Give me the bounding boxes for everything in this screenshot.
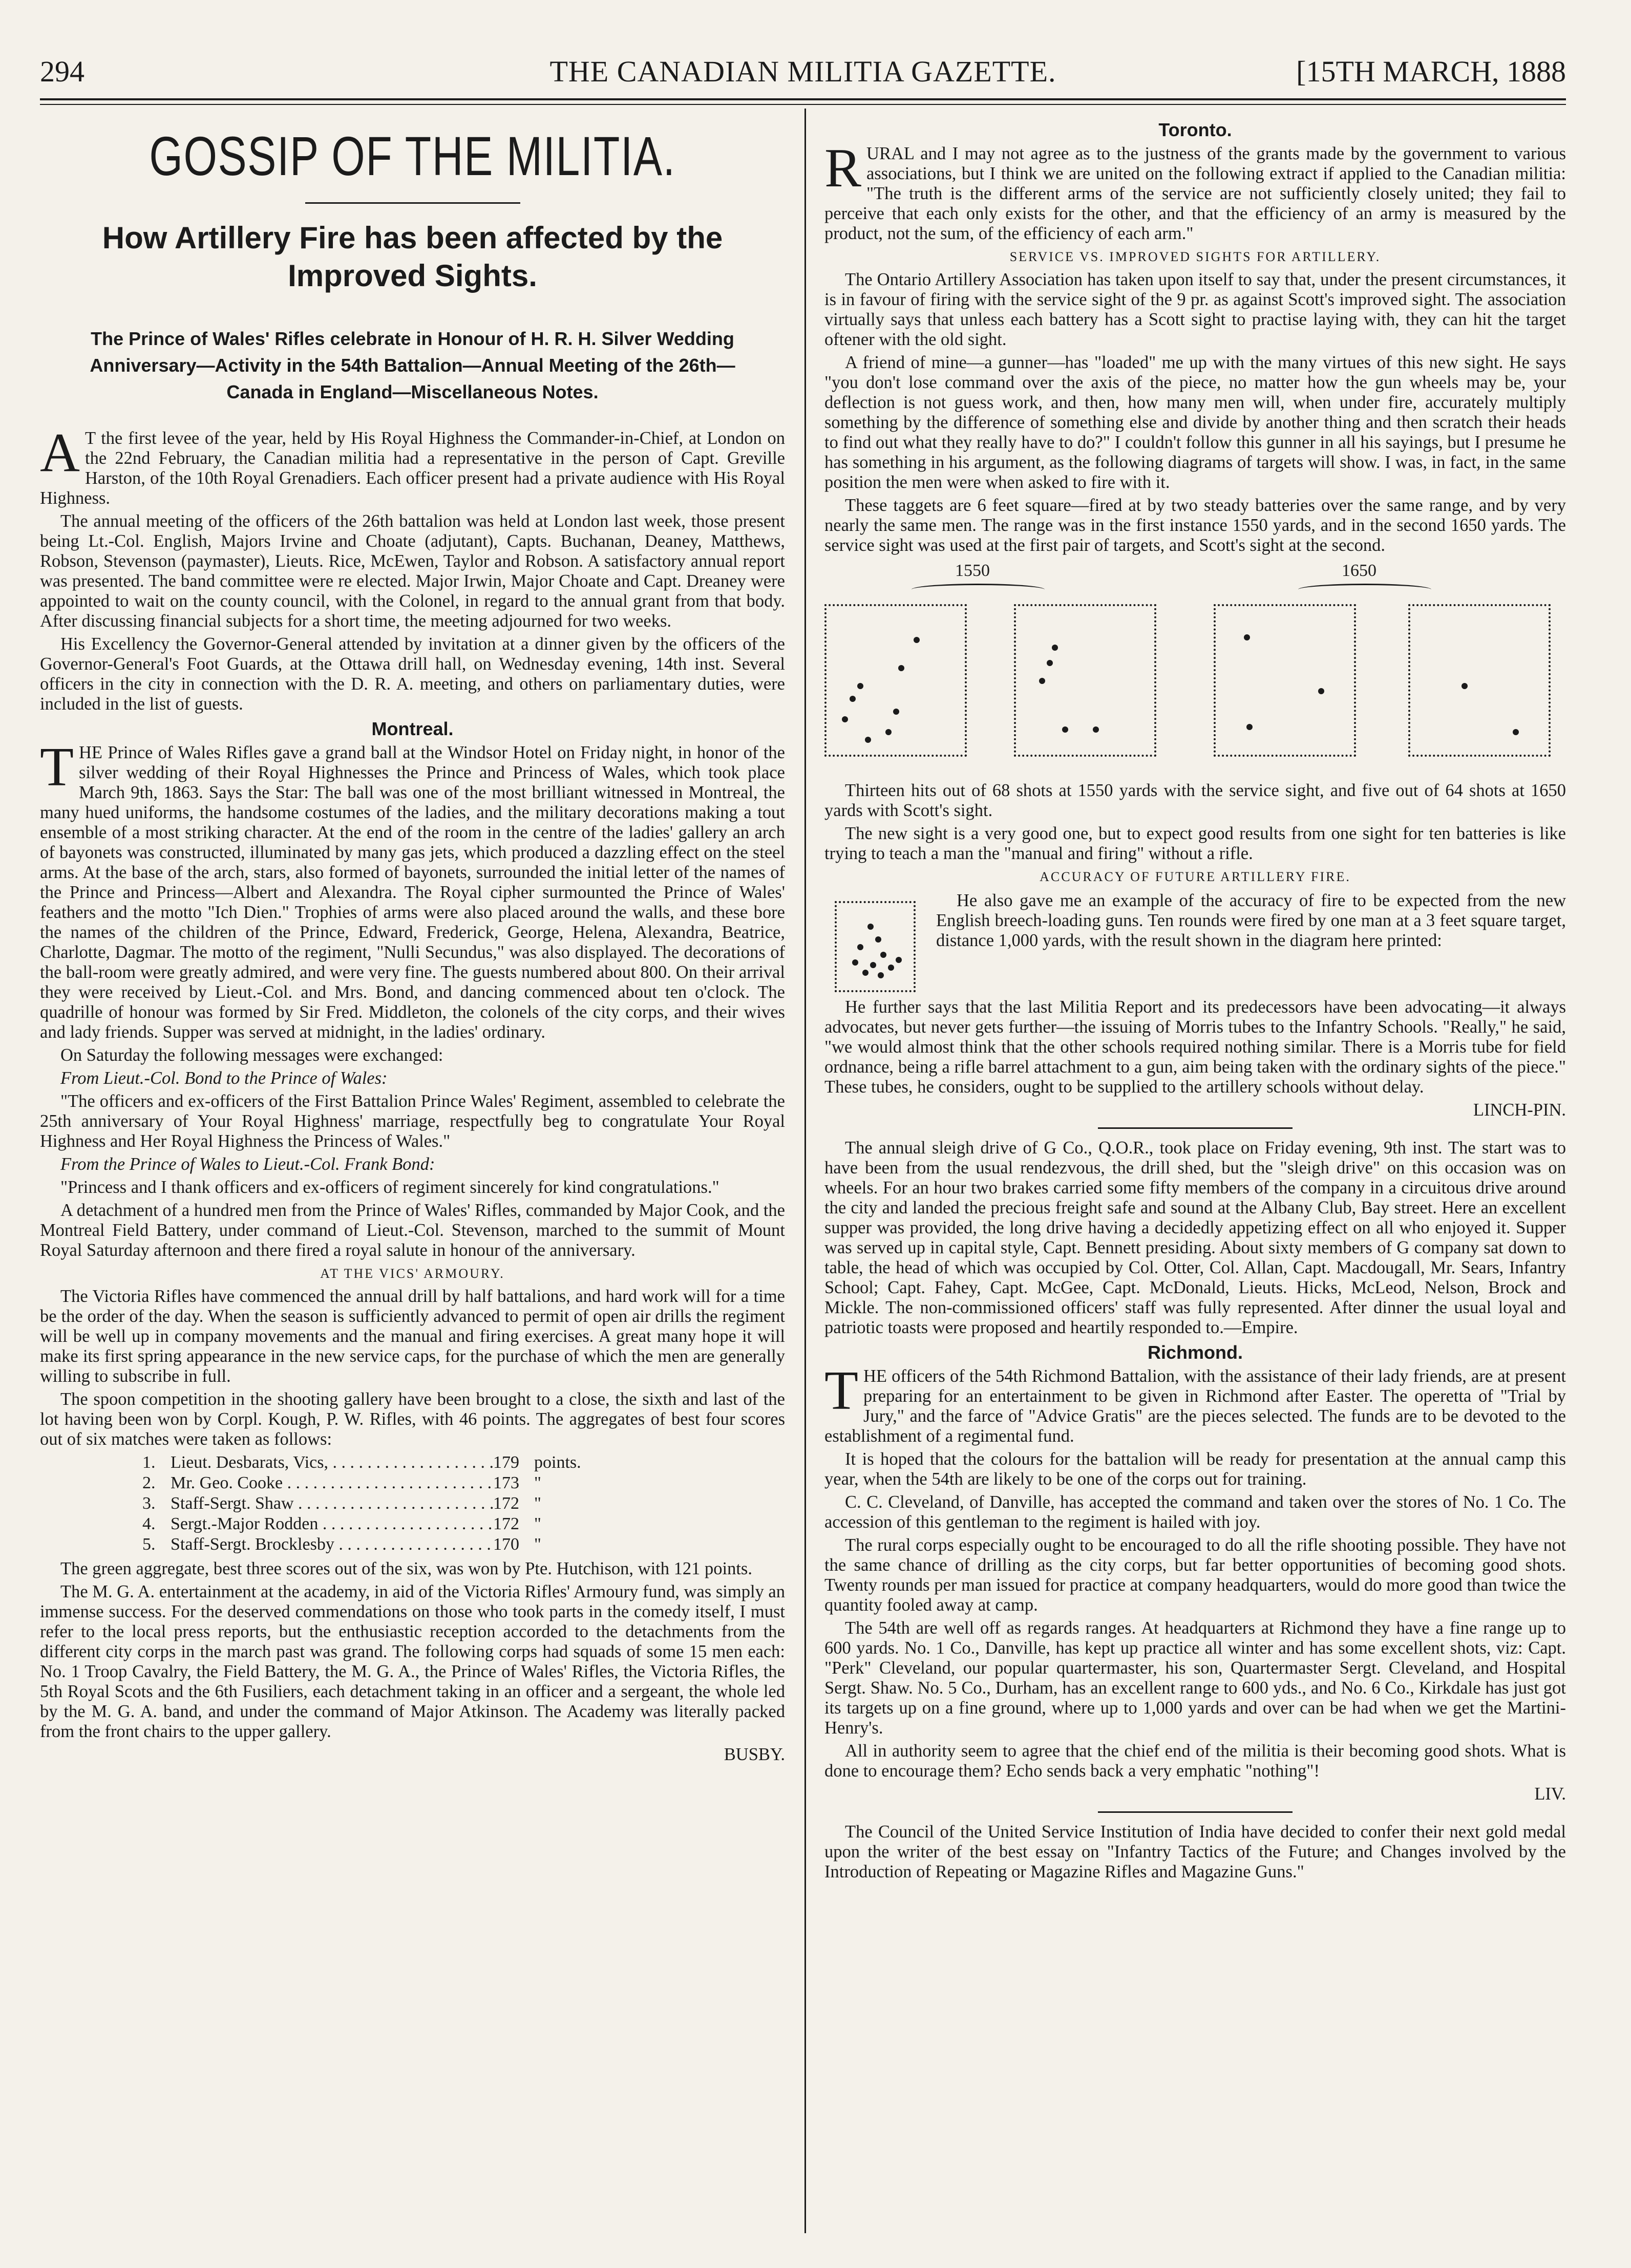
target-scott-2 bbox=[1408, 604, 1551, 757]
paragraph-spoon-competition: The spoon competition in the shooting gallery have been brought to a close, the sixth and last of the lot having been won by Corpl. Kough, P. W. Rifles, with 46 points. The aggregates of best four scores out of six matches were taken as follows: bbox=[40, 1389, 785, 1449]
hit-mark bbox=[1513, 729, 1519, 735]
hit-mark bbox=[896, 957, 902, 963]
message-from-bond: From Lieut.-Col. Bond to the Prince of Wales: bbox=[60, 1068, 388, 1088]
right-column bbox=[824, 115, 1566, 1885]
paragraph-morris-tubes: He further says that the last Militia Report and its predecessors have been advocating—it always advocates, but never gets further—the issuing of Morris tubes to the Infantry Schools. "Really," he said, "we would almost think that the other schools required nothing similar. There is a Morris tube for field ordnance, being a rifle barrel attachment to a gun, aim being taken with the ordinary sights of the piece." These tubes, he considers, ought to be supplied to the artillery schools without delay. bbox=[824, 997, 1566, 1097]
paragraph-ranges: The 54th are well off as regards ranges. At headquarters at Richmond they have a fine range up to 600 yards. No. 1 Co., Danville, has kept up practice all winter and has some excellent shots, viz: Capt. "Perk" Cleveland, our popular quartermaster, his son, Quartermaster Sergt. Cleveland, and Hospital Sergt. Shaw. No. 5 Co., Durham, has an excellent range to 600 yds., and No. 6 Co., Kirkdale has just got its targets up on a fine ground, where up to 1,000 yards and over can be had when we get the Martini-Henry's. bbox=[824, 1618, 1566, 1738]
range-label-1550: 1550 bbox=[955, 561, 990, 580]
paragraph-rural-grants: RURAL and I may not agree as to the justness of the grants made by the government to various associations, but I think we are united on the following extract if applied to the Canadian militia: "The truth is the different arms of the service are not sufficiently closely united; they fail to perceive that each only exists for the other, and that the efficiency of an army is measured by the product, not the sum, of the efficiency of each arm." bbox=[824, 138, 1566, 243]
range-brace bbox=[1298, 584, 1431, 595]
drop-cap: A bbox=[40, 422, 80, 483]
paragraph-green-aggregate: The green aggregate, best three scores out of the six, was won by Pte. Hutchison, with 121 points. bbox=[60, 1559, 752, 1578]
paragraph-governor-dinner: His Excellency the Governor-General attended by invitation at a dinner given by the officers of the Governor-General's Foot Guards, at the Ottawa drill hall, on Wednesday evening, 14th inst. Several officers in the city in connection with the D. R. A. meeting, and others on parliamentary duties, were included in the list of guests. bbox=[40, 634, 785, 714]
montreal-heading: Montreal. bbox=[371, 718, 454, 739]
paragraph-thirteen-hits: Thirteen hits out of 68 shots at 1550 yards with the service sight, and five out of 64 shots at 1650 yards with Scott's sight. bbox=[824, 781, 1566, 820]
score-row: 3. Staff-Sergt. Shaw . . . 172 " bbox=[142, 1493, 785, 1514]
accuracy-target-diagram bbox=[835, 901, 916, 992]
column-divider bbox=[804, 109, 806, 2233]
hit-mark bbox=[914, 637, 920, 643]
masthead-rule bbox=[40, 98, 1566, 100]
message-prince-text: "Princess and I thank officers and ex-officers of regiment sincerely for kind congratulations." bbox=[60, 1178, 719, 1197]
paragraph-sleigh-drive: The annual sleigh drive of G Co., Q.O.R., took place on Friday evening, 9th inst. The start was to have been from the usual rendezvous, the drill shed, but the "sleigh drive" on this occasion was on wheels. For an hour two brakes carried some fifty members of the company in a circuitous drive around the city and landed the precious freight safe and sound at the Albany Club, Bay street. Here an excellent supper was provided, the long drive having a decidedly appetizing effect on all who enjoyed it. Supper was served up in capital style, Capt. Bennett presiding. About sixty members of G company sat down to table, the head of which was occupied by Col. Otter, Col. Allan, Capt. Macdougall, Mr. Sears, Infantry School; Capt. Fahey, Capt. McGee, Capt. McDonald, Lieuts. Hicks, McLeod, Nelson, Brock and Mickle. The non-commissioned officers' staff was fully represented. After dinner the usual loyal and patriotic toasts were proposed and heartily responded to.—Empire. bbox=[824, 1138, 1566, 1337]
paragraph-royal-salute: A detachment of a hundred men from the Prince of Wales' Rifles, commanded by Major Cook, and the Montreal Field Battery, under command of Lieut.-Col. Stevenson, marched to the summit of Mount Royal Saturday afternoon and there fired a royal salute in honour of the anniversary. bbox=[40, 1201, 785, 1260]
hit-mark bbox=[857, 683, 863, 689]
scores-list bbox=[142, 1452, 785, 1555]
score-row: 2. Mr. Geo. Cooke . . . 173 " bbox=[142, 1473, 785, 1493]
title-rule bbox=[305, 202, 520, 204]
paragraph-mga-entertainment: The M. G. A. entertainment at the academy, in aid of the Victoria Rifles' Armoury fund, was simply an immense success. For the deserved commendations on those who took parts in the comedy itself, I must refer to the local press reports, but the enthusiastic reception accorded to the detachments from the different city corps in the march past was grand. The following corps had squads of some 15 men each: No. 1 Troop Cavalry, the Field Battery, the M. G. A., the Prince of Wales' Rifles, the Victoria Rifles, the 5th Royal Scots and the 6th Fusiliers, each detachment taking in an officer and a sergeant, the whole led by the M. G. A. band, and under the command of Major Atkinson. The Academy was literally packed from the front chairs to the upper gallery. bbox=[40, 1582, 785, 1741]
target-scott-1 bbox=[1214, 604, 1356, 757]
paragraph-victoria-rifles: The Victoria Rifles have commenced the annual drill by half battalions, and hard work will for a time be the order of the day. When the season is sufficiently advanced to permit of open air drills the regiment will be well up in company movements and the manual and firing exercises. A great many hope it will make its first spring appearance in the new service caps, for the purchase of which the men are generally willing to subscribe in full. bbox=[40, 1287, 785, 1386]
range-brace bbox=[912, 584, 1045, 595]
paragraph-targets: These taggets are 6 feet square—fired at by two steady batteries over the same range, and by very nearly the same men. The range was in the first instance 1550 yards, and in the second 1650 yards. The service sight was used at the first pair of targets, and Scott's sight at the second. bbox=[824, 496, 1566, 555]
hit-mark bbox=[862, 970, 869, 976]
paragraph-ontario-artillery: The Ontario Artillery Association has taken upon itself to say that, under the present circumstances, it is in favour of firing with the service sight of the 9 pr. as against Scott's improved sight. The association virtually says that unless each battery has a Scott sight to practise laying with, they can hit the target oftener with the old sight. bbox=[824, 270, 1566, 349]
hit-mark bbox=[865, 737, 871, 743]
hit-mark bbox=[1093, 726, 1099, 733]
drop-cap: T bbox=[824, 1360, 858, 1421]
section-title: GOSSIP OF THE MILITIA. bbox=[149, 125, 676, 187]
paragraph-india-institution: The Council of the United Service Institution of India have decided to confer their next gold medal upon the writer of the best essay on "Infantry Tactics of the Future; and Changes involved by the Introduction of Repeating or Magazine Rifles and Magazine Guns." bbox=[824, 1822, 1566, 1881]
richmond-heading: Richmond. bbox=[1148, 1342, 1243, 1363]
hit-mark bbox=[898, 665, 904, 671]
paragraph-rural-corps: The rural corps especially ought to be encouraged to do all the rifle shooting possible. They have not the same chance of drilling as the city corps, but far better opportunities of becoming good shots. Twenty rounds per man issued for practice at company headquarters, would do more good than twice the quantity fooled away at camp. bbox=[824, 1535, 1566, 1615]
hit-mark bbox=[878, 972, 884, 978]
target-service-2 bbox=[1014, 604, 1156, 757]
subheadline: The Prince of Wales' Rifles celebrate in Honour of H. R. H. Silver Wedding Anniversary—Activity in the 54th Battalion—Annual Meeting of the 26th—Canada in England—Miscellaneous Notes. bbox=[90, 328, 735, 402]
message-bond-text: "The officers and ex-officers of the First Battalion Prince Wales' Regiment, assembled to celebrate the 25th anniversary of Your Royal Highness' marriage, respectfully beg to congratulate Your Royal Highness and Her Royal Highness the Princess of Wales." bbox=[40, 1092, 785, 1151]
drop-cap: T bbox=[40, 737, 74, 798]
section-rule bbox=[1098, 1811, 1293, 1813]
masthead bbox=[40, 54, 1566, 95]
toronto-heading: Toronto. bbox=[1158, 119, 1232, 140]
paragraph-26th-meeting: The annual meeting of the officers of the 26th battalion was held at London last week, those present being Lt.-Col. English, Majors Irvine and Choate (adjutant), Capts. Buchanan, Deaney, Matthews, Robson, Stevenson (paymaster), Lieuts. Rice, McEwen, Taylor and Robson. A satisfactory annual report was presented. The band committee were re elected. Major Irwin, Major Choate and Capt. Dreaney were appointed to wait on the county council, with the Colonel, in regard to the annual grant from that body. After discussing financial subjects for a short time, the meeting adjourned for two weeks. bbox=[40, 511, 785, 631]
issue-date: [15TH MARCH, 1888 bbox=[1296, 55, 1566, 88]
accuracy-block bbox=[824, 891, 1566, 992]
hit-mark bbox=[1062, 726, 1068, 733]
hit-mark bbox=[1052, 645, 1058, 651]
hit-mark bbox=[875, 936, 881, 943]
service-sights-heading: SERVICE VS. IMPROVED SIGHTS FOR ARTILLERY. bbox=[1009, 249, 1381, 264]
masthead-rule-thin bbox=[40, 104, 1566, 105]
hit-mark bbox=[1047, 660, 1053, 666]
paragraph-colours: It is hoped that the colours for the battalion will be ready for presentation at the annual camp this year, when the 54th are likely to be one of the corps out for training. bbox=[824, 1449, 1566, 1489]
range-label-1650: 1650 bbox=[1342, 561, 1376, 580]
hit-mark bbox=[867, 924, 874, 930]
score-row: 5. Staff-Sergt. Brocklesby . . . 170 " bbox=[142, 1534, 785, 1555]
hit-mark bbox=[1246, 724, 1253, 730]
hit-mark bbox=[1318, 688, 1324, 694]
paragraph-gunner-friend: A friend of mine—a gunner—has "loaded" me up with the many virtues of this new sight. He says "you don't lose command over the axis of the piece, no matter how the gun wheels may be, your deflection is not guess work, and then, how many men will, when under fire, accurately multiply something by the difference of something else and divide by another thing and then scratch their heads to find out what they really have to do?" I couldn't follow this gunner in all his sayings, but I presume he has something in his argument, as the following diagrams of targets will show. I was, in fact, in the same position the men were when asked to fire with it. bbox=[824, 353, 1566, 492]
vics-armoury-heading: AT THE VICS' ARMOURY. bbox=[320, 1266, 505, 1281]
paragraph-new-sight: The new sight is a very good one, but to expect good results from one sight for ten batteries is like trying to teach a man the "manual and firing" without a rifle. bbox=[824, 824, 1566, 863]
hit-mark bbox=[857, 944, 863, 950]
hit-mark bbox=[870, 962, 876, 968]
hit-mark bbox=[1461, 683, 1468, 689]
section-rule bbox=[1098, 1127, 1293, 1129]
left-column bbox=[40, 115, 785, 1768]
hit-mark bbox=[880, 952, 886, 958]
target-service-1 bbox=[824, 604, 967, 757]
hit-mark bbox=[850, 696, 856, 702]
paragraph-54th-entertainment: THE officers of the 54th Richmond Battalion, with the assistance of their lady friends, are at present preparing for an entertainment to be given in Richmond after Easter. The operetta of "Trial by Jury," and the farce of "Advice Gratis" are the pieces selected. The funds are to be devoted to the establishment of a regimental fund. bbox=[824, 1360, 1566, 1446]
hit-mark bbox=[888, 965, 894, 971]
signature-linch-pin: LINCH-PIN. bbox=[1473, 1100, 1566, 1120]
hit-mark bbox=[893, 709, 899, 715]
signature-busby: BUSBY. bbox=[724, 1745, 785, 1764]
paragraph-cleveland: C. C. Cleveland, of Danville, has accepted the command and taken over the stores of No. 1 Co. The accession of this gentleman to the regiment is hailed with joy. bbox=[824, 1492, 1566, 1532]
signature-liv: LIV. bbox=[1534, 1784, 1566, 1804]
paragraph-breech-loading: He also gave me an example of the accuracy of fire to be expected from the new English breech-loading guns. Ten rounds were fired by one man at a 3 feet square target, distance 1,000 yards, with the result shown in the diagram here printed: bbox=[936, 891, 1566, 950]
hit-mark bbox=[885, 729, 892, 735]
score-row: 1. Lieut. Desbarats, Vics, . . . 179 points. bbox=[142, 1452, 785, 1473]
hit-mark bbox=[1039, 678, 1045, 684]
publication-title: THE CANADIAN MILITIA GAZETTE. bbox=[549, 55, 1056, 88]
paragraph-messages: On Saturday the following messages were exchanged: bbox=[60, 1045, 443, 1065]
main-headline: How Artillery Fire has been affected by the Improved Sights. bbox=[102, 221, 723, 293]
accuracy-heading: ACCURACY OF FUTURE ARTILLERY FIRE. bbox=[1040, 869, 1351, 884]
paragraph-good-shots: All in authority seem to agree that the chief end of the militia is their becoming good shots. What is done to encourage them? Echo sends back a very emphatic "nothing"! bbox=[824, 1741, 1566, 1781]
target-diagrams bbox=[824, 561, 1566, 776]
paragraph-grand-ball: THE Prince of Wales Rifles gave a grand ball at the Windsor Hotel on Friday night, in honor of the silver wedding of their Royal Highnesses the Prince and Princess of Wales, which took place March 9th, 1863. Says the Star: The ball was one of the most brilliant witnessed in Montreal, the many hued uniforms, the handsome costumes of the ladies, and the military decorations making a tout ensemble of a most striking character. At the end of the room in the centre of the ladies' gallery an arch of bayonets was constructed, illuminated by many gas jets, which produced a dazzling effect on the steel arms. At the base of the arch, stars, also formed of bayonets, surrounded the initial letter of the names of the Prince and Princess—Albert and Alexandra. The Royal cipher surmounted the Prince of Wales' feathers and the motto "Ich Dien." Trophies of arms were also placed around the walls, and these bore the names of the children of the Prince, Edward, Frederick, George, Helena, Alexandra, Beatrice, Charlotte, Dagmar. The motto of the regiment, "Nulli Secundus," was also displayed. The decorations of the ball-room were greatly admired, and were very fine. The guests numbered about 800. On their arrival they were received by Lieut.-Col. and Mrs. Bond, and dancing commenced about ten o'clock. The quadrille of honour was formed by Sir Fred. Middleton, the colonels of the city corps, and their wives and lady friends. Supper was served at midnight, in the ladies' ordinary. bbox=[40, 737, 785, 1042]
hit-mark bbox=[852, 959, 858, 966]
score-row: 4. Sergt.-Major Rodden . . . 172 " bbox=[142, 1514, 785, 1534]
paragraph-levee: A T the first levee of the year, held by His Royal Highness the Commander-in-Chief, at London on the 22nd February, the Canadian militia had a representative in the person of Capt. Greville Harston, of the 10th Royal Grenadiers. Each officer present had a private audience with His Royal Highness. bbox=[40, 422, 785, 508]
hit-mark bbox=[1244, 634, 1250, 640]
message-from-prince: From the Prince of Wales to Lieut.-Col. Frank Bond: bbox=[60, 1154, 435, 1174]
page-number: 294 bbox=[40, 55, 84, 88]
drop-cap: R bbox=[824, 138, 862, 199]
hit-mark bbox=[842, 716, 848, 722]
